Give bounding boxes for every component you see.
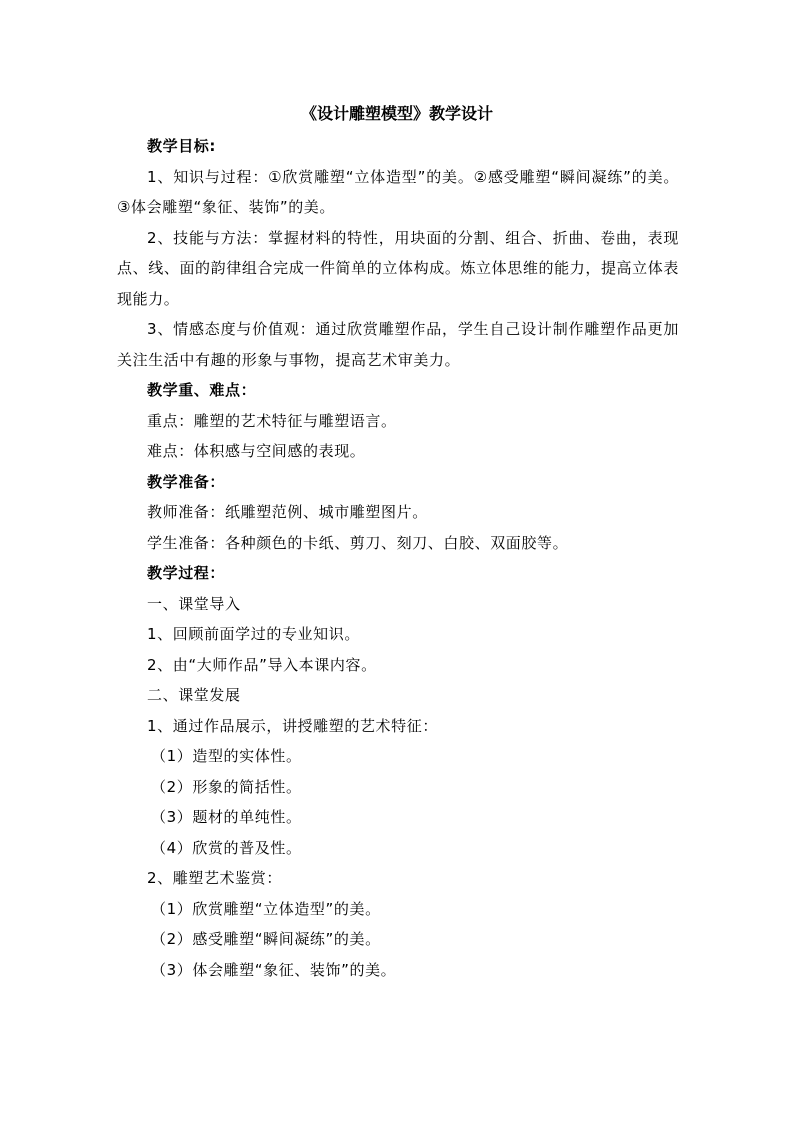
objective-1: 1、知识与过程：①欣赏雕塑“立体造型”的美。②感受雕塑“瞬间凝练”的美。③体会雕塑“象征、装饰”的美。 (117, 167, 679, 216)
teacher-preparation: 教师准备：纸雕塑范例、城市雕塑图片。 (147, 503, 428, 521)
key-point: 重点：雕塑的艺术特征与雕塑语言。 (147, 411, 397, 430)
key-points-heading: 教学重、难点： (147, 381, 257, 399)
document-title: 《设计雕塑模型》教学设计 (300, 104, 493, 123)
document-body (117, 131, 679, 985)
appreciation-2: （2）感受雕塑“瞬间凝练”的美。 (151, 930, 381, 948)
appreciation-3: （3）体会雕塑“象征、装饰”的美。 (151, 960, 397, 979)
student-preparation: 学生准备：各种颜色的卡纸、剪刀、刻刀、白胶、双面胶等。 (147, 533, 569, 552)
section-1-heading: 一、课堂导入 (147, 594, 241, 613)
feature-4: （4）欣赏的普及性。 (151, 838, 302, 857)
section-1-item-2: 2、由“大师作品”导入本课内容。 (147, 655, 377, 674)
section-2-heading: 二、课堂发展 (147, 686, 241, 704)
feature-1: （1）造型的实体性。 (151, 747, 302, 765)
section-2-item-2: 2、雕塑艺术鉴赏： (147, 869, 282, 887)
section-2-item-1: 1、通过作品展示，讲授雕塑的艺术特征： (147, 716, 438, 735)
feature-3: （3）题材的单纯性。 (151, 808, 302, 826)
objective-3: 3、情感态度与价值观：通过欣赏雕塑作品，学生自己设计制作雕塑作品更加关注生活中有趣的形象与事物，提高艺术审美力。 (117, 320, 679, 369)
process-heading: 教学过程： (147, 564, 226, 582)
appreciation-1: （1）欣赏雕塑“立体造型”的美。 (151, 899, 381, 918)
section-1-item-1: 1、回顾前面学过的专业知识。 (147, 625, 360, 643)
feature-2: （2）形象的简括性。 (151, 777, 302, 796)
objective-2: 2、技能与方法：掌握材料的特性，用块面的分割、组合、折曲、卷曲，表现点、线、面的韵律组合完成一件简单的立体构成。炼立体思维的能力，提高立体表现能力。 (117, 228, 679, 308)
objectives-heading: 教学目标: (147, 137, 216, 155)
preparation-heading: 教学准备： (147, 472, 226, 491)
difficulty: 难点：体积感与空间感的表现。 (147, 442, 366, 460)
